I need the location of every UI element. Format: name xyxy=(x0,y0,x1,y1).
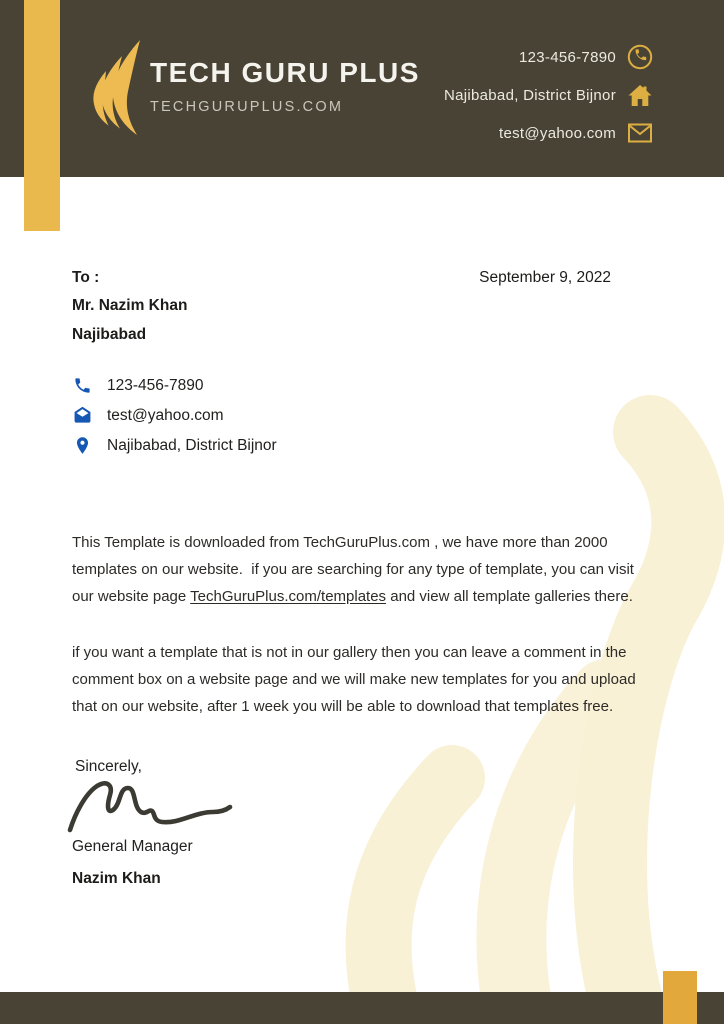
brand-name: TECH GURU PLUS xyxy=(150,57,420,88)
closing-text: Sincerely, xyxy=(75,758,142,775)
mail-icon xyxy=(627,120,653,146)
paragraph-2-line-3: that on our website, after 1 week you will be able to download that templates free. xyxy=(72,698,614,715)
paragraph-1-line-1: This Template is downloaded from TechGuruPlus.com , we have more than 2000 xyxy=(72,534,608,551)
paragraph-1-line-2: templates on our website. if you are searching for any type of template, you can visit xyxy=(72,561,634,578)
contact-address-text: Najibabad, District Bijnor xyxy=(107,436,277,454)
paragraph-2-line-2: comment box on a website page and we will make new templates for you and upload xyxy=(72,671,636,688)
recipient-city: Najibabad xyxy=(72,326,147,343)
contact-phone-row xyxy=(73,376,277,395)
left-accent-bar xyxy=(24,0,60,231)
sender-title: General Manager xyxy=(72,838,193,855)
header-email-row xyxy=(499,120,653,146)
header-address-text: Najibabad, District Bijnor xyxy=(443,86,616,104)
sender-name: Nazim Khan xyxy=(72,870,161,887)
paragraph-1 xyxy=(72,529,636,610)
footer-accent-square xyxy=(663,971,697,1024)
templates-link[interactable]: TechGuruPlus.com/templates xyxy=(190,588,387,605)
contact-phone-text: 123-456-7890 xyxy=(107,376,204,394)
signature xyxy=(66,778,234,836)
location-pin-icon xyxy=(73,436,92,455)
recipient-name: Mr. Nazim Khan xyxy=(72,297,188,314)
phone-icon xyxy=(627,44,653,70)
header-address-row xyxy=(444,82,653,108)
brand-block xyxy=(150,57,420,115)
mail-icon xyxy=(73,406,92,425)
recipient-block xyxy=(72,264,187,349)
contact-email-text: test@yahoo.com xyxy=(107,406,224,424)
phone-icon xyxy=(73,376,92,395)
contact-address-row xyxy=(73,436,277,455)
letter-contact-list xyxy=(73,376,277,455)
header-email-text: test@yahoo.com xyxy=(499,124,616,142)
letter-date: September 9, 2022 xyxy=(479,269,611,286)
home-icon xyxy=(627,82,653,108)
paragraph-1-line-3 xyxy=(72,583,636,610)
paragraph-2 xyxy=(72,639,636,720)
flame-logo-icon xyxy=(84,40,142,136)
contact-email-row xyxy=(73,406,277,425)
footer-band xyxy=(0,992,724,1024)
paragraph-1-line-3-before: our website page xyxy=(72,588,191,605)
paragraph-1-line-3-after: and view all template galleries there. xyxy=(386,588,633,605)
header-band xyxy=(0,0,724,177)
header-phone-row xyxy=(519,44,653,70)
to-label: To : xyxy=(72,269,100,286)
header-phone-text: 123-456-7890 xyxy=(518,48,616,66)
header-contact-block xyxy=(444,44,653,146)
brand-website: TECHGURUPLUS.COM xyxy=(150,99,344,115)
paragraph-2-line-1: if you want a template that is not in our gallery then you can leave a comment in the xyxy=(72,644,627,661)
letter-body xyxy=(72,529,636,720)
